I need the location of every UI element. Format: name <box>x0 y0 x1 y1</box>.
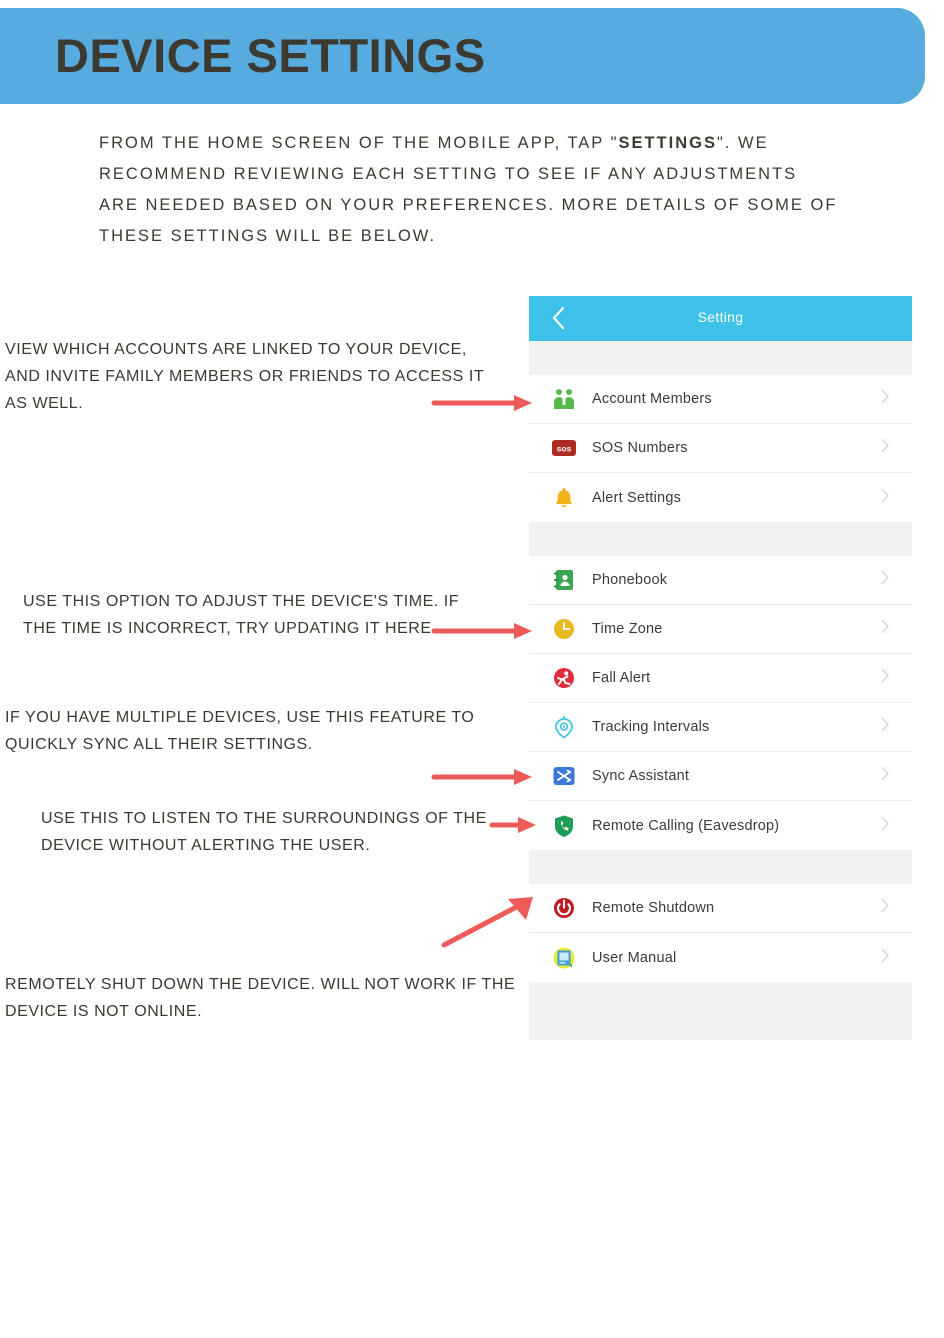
arrow-to-account-members <box>432 392 537 414</box>
settings-group-2 <box>529 556 912 850</box>
arrow-to-sync-assistant <box>432 766 537 788</box>
chevron-right-icon <box>881 816 890 836</box>
intro-line-1: FROM THE HOME SCREEN OF THE MOBILE APP, TAP <box>99 134 605 152</box>
intro-paragraph <box>99 128 839 252</box>
chevron-right-icon <box>881 488 890 508</box>
intro-emphasis: SETTINGS <box>618 134 717 152</box>
settings-row-time-zone[interactable] <box>529 605 912 654</box>
page-banner <box>0 8 925 104</box>
chevron-right-icon <box>881 570 890 590</box>
clock-icon <box>551 616 577 642</box>
chevron-right-icon <box>881 898 890 918</box>
note-account-members: VIEW WHICH ACCOUNTS ARE LINKED TO YOUR DEVICE, AND INVITE FAMILY MEMBERS OR FRIENDS TO ACCESS IT AS WELL. <box>5 341 484 412</box>
settings-row-label: Alert Settings <box>592 489 682 506</box>
settings-row-sync-assistant[interactable] <box>529 752 912 801</box>
settings-row-remote-calling[interactable] <box>529 801 912 850</box>
book-icon <box>551 945 577 971</box>
settings-row-label: Phonebook <box>592 572 668 588</box>
settings-row-fall-alert[interactable] <box>529 654 912 703</box>
chevron-right-icon <box>881 766 890 786</box>
bell-icon <box>551 485 577 511</box>
chevron-right-icon <box>881 389 890 409</box>
settings-group-3 <box>529 884 912 982</box>
settings-row-label: User Manual <box>592 949 677 966</box>
sos-badge-icon <box>551 435 577 461</box>
arrow-to-remote-calling <box>490 814 540 836</box>
note-remote-shutdown: REMOTELY SHUT DOWN THE DEVICE. WILL NOT WORK IF THE DEVICE IS NOT ONLINE. <box>5 976 516 1020</box>
group-spacer-2 <box>529 850 912 884</box>
settings-row-user-manual[interactable] <box>529 933 912 982</box>
falling-person-icon <box>551 665 577 691</box>
settings-header-bar <box>529 296 912 341</box>
settings-row-account-members[interactable] <box>529 375 912 424</box>
settings-row-label: Remote Calling (Eavesdrop) <box>592 817 780 834</box>
group-spacer-1 <box>529 522 912 556</box>
shuffle-icon <box>551 763 577 789</box>
svg-text:sos: sos <box>556 443 572 454</box>
chevron-right-icon <box>881 438 890 458</box>
note-remote-calling: USE THIS TO LISTEN TO THE SURROUNDINGS OF THE DEVICE WITHOUT ALERTING THE USER. <box>41 810 487 854</box>
arrow-to-time-zone <box>432 620 537 642</box>
settings-group-1 <box>529 375 912 522</box>
settings-row-label: SOS Numbers <box>592 440 688 456</box>
chevron-right-icon <box>881 948 890 968</box>
chevron-right-icon <box>881 717 890 737</box>
address-book-icon <box>551 567 577 593</box>
settings-row-sos-numbers[interactable] <box>529 424 912 473</box>
settings-row-remote-shutdown[interactable] <box>529 884 912 933</box>
note-time-zone: USE THIS OPTION TO ADJUST THE DEVICE'S TIME. IF THE TIME IS INCORRECT, TRY UPDATING IT HERE. <box>23 593 460 637</box>
settings-row-alert-settings[interactable] <box>529 473 912 522</box>
page-title: DEVICE SETTINGS <box>55 29 486 82</box>
settings-row-phonebook[interactable] <box>529 556 912 605</box>
settings-screen <box>529 296 912 1046</box>
settings-title: Setting <box>697 309 744 325</box>
settings-row-label: Remote Shutdown <box>592 900 715 916</box>
settings-row-label: Tracking Intervals <box>592 719 710 735</box>
settings-row-label: Time Zone <box>592 621 663 637</box>
settings-row-label: Sync Assistant <box>592 768 690 784</box>
phone-shield-icon <box>551 813 577 839</box>
chevron-right-icon <box>881 619 890 639</box>
group-spacer-bottom <box>529 982 912 1040</box>
people-group-icon <box>551 386 577 412</box>
note-sync-assistant: IF YOU HAVE MULTIPLE DEVICES, USE THIS FEATURE TO QUICKLY SYNC ALL THEIR SETTINGS. <box>5 709 475 753</box>
intro-quote-open: " <box>610 134 619 152</box>
group-spacer-top <box>529 341 912 375</box>
intro-rest: ". WE RECOMMEND REVIEWING EACH SETTING TO SEE IF ANY ADJUSTMENTS ARE NEEDED BASED ON YOUR PREFERENCES. MORE DETAILS OF SOME OF THESE SETTINGS WILL BE BELOW. <box>99 134 838 245</box>
location-pin-icon <box>551 714 577 740</box>
settings-row-label: Fall Alert <box>592 670 651 686</box>
arrow-to-remote-shutdown <box>440 893 545 949</box>
settings-row-tracking-intervals[interactable] <box>529 703 912 752</box>
power-icon <box>551 895 577 921</box>
settings-row-label: Account Members <box>592 391 712 407</box>
chevron-right-icon <box>881 668 890 688</box>
